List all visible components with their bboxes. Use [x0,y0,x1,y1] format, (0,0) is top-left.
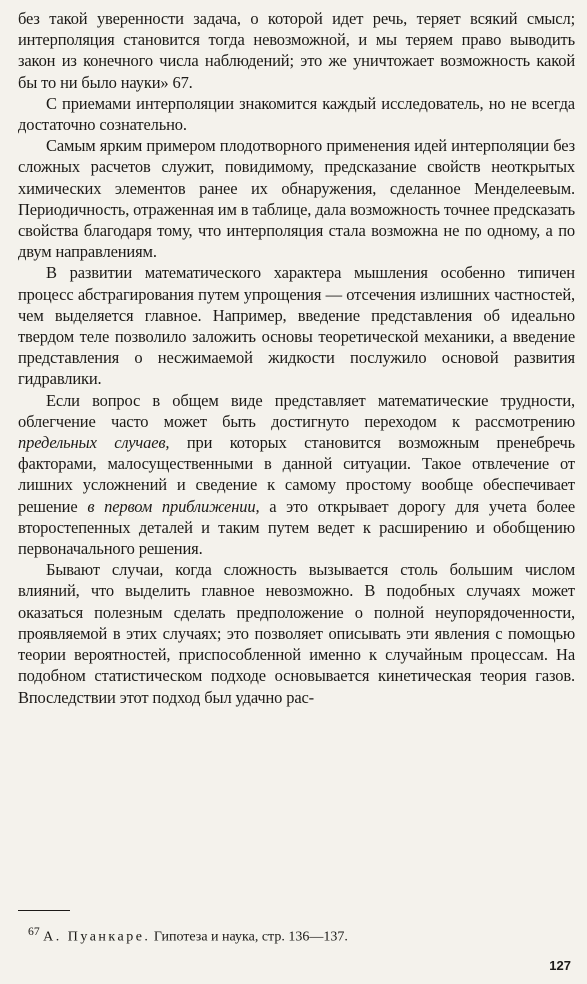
footnote-author: А. Пуанкаре. [43,929,151,945]
text-run: без такой уверенности задача, о которой идет речь, теряет всякий смысл; интерполяция становится тогда невозможной, и мы теряем право выводить закон из конечного числа наблюдений; это же уничтожает возможность какой бы то ни было науки» 67. [18,9,575,92]
paragraph [18,135,575,262]
footnote-text: Гипотеза и наука, стр. 136—137. [150,929,348,945]
page-number: 127 [549,958,571,973]
paragraph [18,559,575,707]
footnote [28,923,568,947]
paragraph [18,262,575,389]
italic-term: в первом приближении, [87,496,260,516]
text-run: Если вопрос в общем виде представляет математические трудности, облегчение часто может быть достигнуто переходом к рассмотрению [18,390,575,431]
italic-term: предельных случаев, [18,433,170,453]
text-run: Бывают случаи, когда сложность вызывается столь большим числом влияний, что выделить главное невозможно. В подобных случаях может оказаться полезным сделать предположение о полной неупорядоченности, проявляемой в этих случаях; это позволяет описывать эти явления с помощью теории вероятностей, приспособленной именно к случайным процессам. На подобном статистическом подходе основывается кинетическая теория газов. Впоследствии этот подход был удачно рас- [18,560,575,707]
text-run: а это открывает дорогу для учета более второстепенных деталей и таким путем ведет к расширению и обобщению первоначального решения. [18,496,576,559]
page-body [18,8,575,708]
text-run: при которых становится возможным пренебречь факторами, малосущественными в данной ситуации. Такое отвлечение от лишних усложнений и сведение к самому простому вообще обеспечивает решение [18,433,575,516]
text-run: С приемами интерполяции знакомится каждый исследователь, но не всегда достаточно сознательно. [18,93,575,135]
text-run: В развитии математического характера мышления особенно типичен процесс абстрагирования путем упрощения — отсечения излишних частностей, чем выделяется главное. Например, введение представления об идеально твердом теле позволило заложить основы теоретической механики, а введение представления о несжимаемой жидкости послужило основой развития гидравлики. [18,263,575,389]
paragraph [18,8,575,93]
text-run: Самым ярким примером плодотворного применения идей интерполяции без сложных расчетов служит, повидимому, предсказание свойств неоткрытых химических элементов ранее их обнаружения, сделанное Менделеевым. Периодичность, отраженная им в таблице, дала возможность точнее предсказать свойства благодаря тому, что интерполяция стала возможна не по одному, а по двум направлениям. [18,136,575,262]
paragraph [18,93,575,135]
paragraph [18,390,575,560]
footnote-number: 67 [28,925,40,938]
footnote-divider [18,910,70,911]
